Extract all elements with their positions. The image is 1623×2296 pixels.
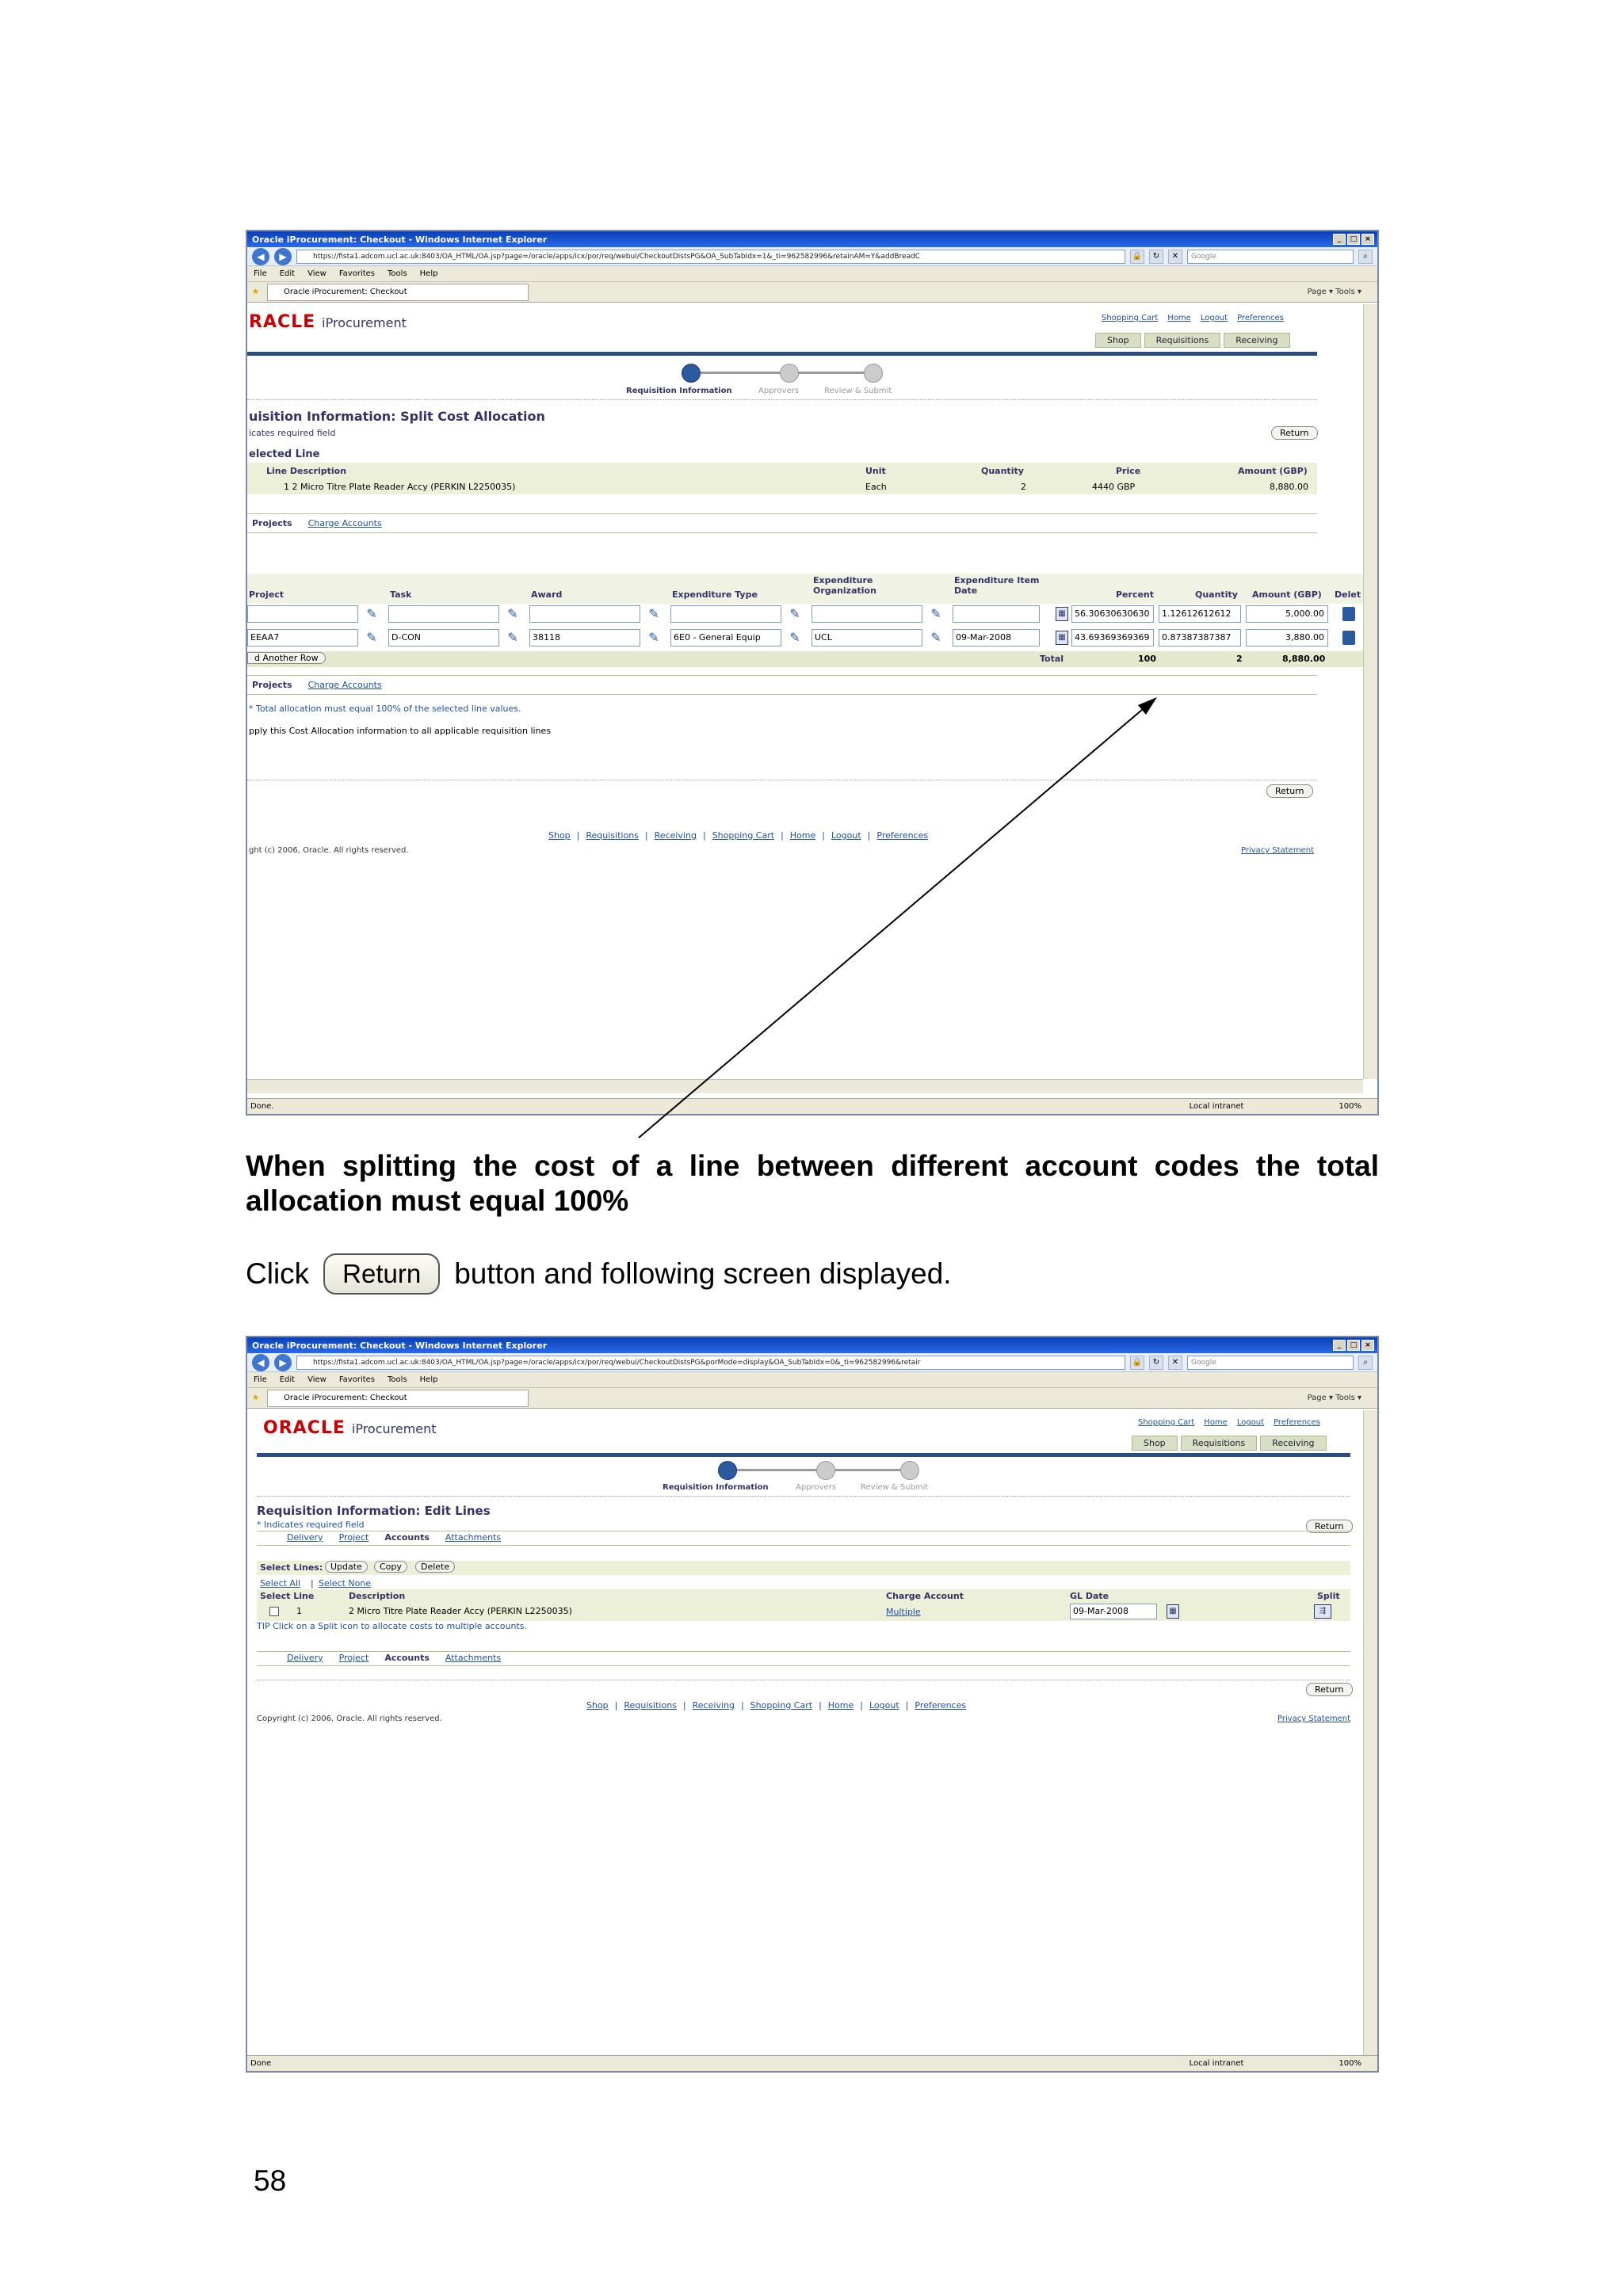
subtab-delivery[interactable]: Delivery [287,1532,323,1543]
subtab-accounts-bottom[interactable]: Accounts [384,1653,430,1663]
col-amount: Amount (GBP) [1238,466,1308,476]
row2-award-input[interactable]: 38118 [529,629,640,646]
global-tabs-2 [1132,1436,1327,1451]
row2-org-input[interactable]: UCL [812,629,922,646]
menu-bar-2 [247,1372,1377,1388]
lock-icon[interactable]: 🔒 [1130,250,1144,264]
return-button-image: Return [323,1253,440,1295]
row2-org-search-icon[interactable]: ✎ [930,630,941,645]
row2-project-search-icon[interactable]: ✎ [366,630,377,645]
search-icon[interactable]: ⌕ [1358,250,1373,264]
lines-table [257,1589,1350,1621]
train-label-2: Approvers [758,387,799,395]
tab-shop[interactable]: Shop [1095,333,1141,348]
subtab-projects[interactable]: Projects [252,518,292,528]
row-description: 2 Micro Titre Plate Reader Accy (PERKIN L2250035) [349,1606,572,1616]
back-icon-2[interactable]: ◀ [252,1354,269,1371]
link-logout-2[interactable]: Logout [1236,1418,1265,1427]
tab-shop-2[interactable]: Shop [1132,1436,1178,1451]
row2-exptype-search-icon[interactable]: ✎ [789,630,800,645]
footer-link-requisitions[interactable]: Requisitions [586,830,639,841]
col-expenditure-item-date: Expenditure Item Date [954,575,1040,596]
col-split: Split [1317,1591,1340,1601]
footer2-link-receiving[interactable]: Receiving [692,1700,735,1711]
total-label: Total [1040,654,1064,664]
copyright-2: Copyright (c) 2006, Oracle. All rights reserved. [257,1714,442,1723]
train-label-1-2: Requisition Information [663,1483,769,1492]
forward-icon[interactable]: ▶ [274,248,292,265]
browser-tab-2[interactable]: Oracle iProcurement: Checkout [267,1390,529,1407]
page-title-2: Requisition Information: Edit Lines [257,1504,491,1518]
row1-project-search-icon[interactable]: ✎ [366,606,377,621]
col-expenditure-type: Expenditure Type [672,589,758,600]
footer-link-home[interactable]: Home [789,830,816,841]
forward-icon-2[interactable]: ▶ [274,1354,292,1371]
vertical-scrollbar-2[interactable] [1363,1410,1377,2057]
row2-exptype-input[interactable]: 6E0 - General Equip [670,629,781,646]
train-label-2-2: Approvers [796,1483,836,1492]
col-charge-account: Charge Account [886,1591,964,1601]
footer-link-logout[interactable]: Logout [831,830,861,841]
tab-receiving[interactable]: Receiving [1224,333,1289,348]
stop-icon[interactable]: ✕ [1168,250,1182,264]
link-shopping-cart-2[interactable]: Shopping Cart [1138,1418,1195,1427]
header-rule-2 [257,1453,1350,1457]
row2-quantity-input[interactable]: 0.87387387387 [1159,629,1241,646]
star-icon-2[interactable]: ★ [252,1394,259,1402]
zoom-level-2[interactable]: 100% [1338,2059,1361,2068]
close-button-2[interactable]: × [1361,1340,1374,1351]
train-step-3-2 [900,1461,919,1480]
update-button[interactable]: Update [325,1561,368,1573]
window-title: Oracle iProcurement: Checkout - Windows Internet Explorer [252,234,548,245]
train-step-1-2 [718,1461,737,1480]
subtabs-bottom-2 [287,1653,501,1663]
subtab-rule-2c [257,1651,1350,1652]
tab-requisitions-2[interactable]: Requisitions [1181,1436,1258,1451]
col-expenditure-organization: Expenditure Organization [813,575,876,596]
copyright: ght (c) 2006, Oracle. All rights reserved. [249,846,409,855]
col-split-quantity: Quantity [1195,589,1238,600]
back-icon[interactable]: ◀ [252,248,269,265]
row1-quantity-input[interactable]: 1.12612612612 [1159,605,1241,623]
subtab-attachments[interactable]: Attachments [445,1532,502,1543]
footer2-link-shopping-cart[interactable]: Shopping Cart [750,1700,813,1711]
stop-icon-2[interactable]: ✕ [1168,1356,1182,1370]
window-titlebar-2 [247,1337,1377,1353]
train-label-1: Requisition Information [626,387,732,395]
screenshot-edit-lines [246,1336,1379,2073]
row2-date-input[interactable]: 09-Mar-2008 [953,629,1040,646]
col-unit: Unit [865,466,886,476]
zone-label: Local intranet [1189,1102,1244,1111]
subtabs-top-2 [287,1532,501,1543]
menu-file[interactable]: File [254,269,267,278]
refresh-icon-2[interactable]: ↻ [1149,1356,1163,1370]
row1-exptype-search-icon[interactable]: ✎ [789,606,800,621]
row2-percent-input[interactable]: 43.69369369369 [1071,629,1154,646]
col-quantity: Quantity [981,466,1024,476]
row1-award-search-icon[interactable]: ✎ [648,606,659,621]
tab-requisitions[interactable]: Requisitions [1144,333,1221,348]
menu-favorites[interactable]: Favorites [338,269,376,278]
row-gl-date-input[interactable]: 09-Mar-2008 [1070,1604,1157,1619]
footer2-link-shop[interactable]: Shop [586,1700,609,1711]
subtab-projects-bottom[interactable]: Projects [252,680,292,690]
maximize-button-2[interactable]: □ [1347,1340,1360,1351]
link-home-2[interactable]: Home [1204,1418,1228,1427]
footer2-link-preferences[interactable]: Preferences [915,1700,967,1711]
menu-edit[interactable]: Edit [279,269,296,278]
apply-note: pply this Cost Allocation information to all applicable requisition lines [249,726,552,736]
col-price: Price [1116,466,1141,476]
required-note-2: * Indicates required field [257,1520,365,1530]
menu-tools[interactable]: Tools [388,269,407,278]
col-line-description: Line Description [266,466,347,476]
row1-calendar-icon[interactable]: ▦ [1056,607,1068,621]
line-amount: 8,880.00 [1270,482,1308,492]
col-award: Award [531,589,563,600]
col-project: Project [249,589,285,600]
status-text-2: Done [250,2059,272,2068]
subtab-attachments-bottom[interactable]: Attachments [445,1653,502,1663]
row1-task-search-icon[interactable]: ✎ [507,606,518,621]
tip-text: TIP Click on a Split icon to allocate costs to multiple accounts. [257,1621,527,1631]
line-description: 1 2 Micro Titre Plate Reader Accy (PERKIN L2250035) [284,482,516,492]
address-bar-2 [247,1353,1377,1372]
col-split-amount: Amount (GBP) [1252,589,1322,600]
caption-text: When splitting the cost of a line between different account codes the total allocation must equal 100% [246,1150,1379,1217]
click-pre-text: Click [246,1257,310,1290]
subtab-charge-accounts-bottom[interactable]: Charge Accounts [307,680,382,690]
col-delete: Delet [1335,589,1361,600]
subtab-rule-2b [257,1545,1350,1546]
browser-tab[interactable]: Oracle iProcurement: Checkout [267,284,529,301]
col-select-line: Select Line [260,1591,315,1601]
zone-label-2: Local intranet [1189,2059,1244,2068]
line-price: 4440 GBP [1092,482,1136,492]
global-links-2 [1138,1418,1320,1427]
footer2-link-logout[interactable]: Logout [869,1700,899,1711]
row-checkbox[interactable] [269,1607,279,1616]
col-gl-date: GL Date [1070,1591,1109,1601]
minimize-button[interactable]: _ [1333,234,1346,245]
total-percent: 100 [1138,654,1156,664]
row2-amount-input[interactable]: 3,880.00 [1246,629,1328,646]
footer-link-shop[interactable]: Shop [548,830,571,841]
row1-amount-input[interactable]: 5,000.00 [1246,605,1328,623]
select-none-link[interactable]: Select None [319,1578,372,1589]
allocation-note: * Total allocation must equal 100% of the selected line values. [249,704,521,714]
required-note: icates required field [249,428,336,438]
subtab-charge-accounts[interactable]: Charge Accounts [307,518,382,528]
line-quantity: 2 [1021,482,1026,492]
menu-favorites-2[interactable]: Favorites [338,1375,376,1384]
select-all-link[interactable]: Select All [260,1578,301,1589]
menu-help[interactable]: Help [419,269,438,278]
link-preferences[interactable]: Preferences [1237,314,1284,322]
maximize-button[interactable]: □ [1347,234,1360,245]
col-percent: Percent [1116,589,1155,600]
delete-button[interactable]: Delete [415,1561,455,1573]
row1-org-search-icon[interactable]: ✎ [930,606,941,621]
footer-link-receiving[interactable]: Receiving [654,830,697,841]
subtab-accounts[interactable]: Accounts [384,1532,430,1543]
oracle-logo-2: ORACLE iProcurement [263,1418,437,1438]
favorites-bar-2 [247,1388,1377,1409]
row2-project-input[interactable]: EEAA7 [247,629,358,646]
select-separator: | [311,1578,314,1589]
footer-link-shopping-cart[interactable]: Shopping Cart [712,830,775,841]
footer2-link-home[interactable]: Home [827,1700,854,1711]
selected-line-heading: elected Line [249,448,320,460]
row-calendar-icon[interactable]: ▦ [1167,1604,1179,1619]
menu-view-2[interactable]: View [307,1375,327,1384]
row-line-number: 1 [296,1606,302,1616]
return-button-top[interactable]: Return [1271,426,1318,440]
page-title: uisition Information: Split Cost Allocation [249,409,545,424]
refresh-icon[interactable]: ↻ [1149,250,1163,264]
privacy-statement-link[interactable]: Privacy Statement [1241,846,1315,855]
col-task: Task [390,589,412,600]
split-icon[interactable]: ⇶ [1314,1604,1331,1619]
line-unit: Each [865,482,887,492]
return-button-bottom[interactable]: Return [1266,784,1313,798]
subtab-project[interactable]: Project [338,1532,369,1543]
add-another-row-button[interactable]: d Another Row [247,652,326,664]
row-charge-account-link[interactable]: Multiple [886,1607,921,1617]
menu-tools-2[interactable]: Tools [388,1375,407,1384]
subtab-delivery-bottom[interactable]: Delivery [287,1653,323,1663]
train-step-2-2 [816,1461,835,1480]
col-description: Description [349,1591,406,1601]
menu-view[interactable]: View [307,269,327,278]
row1-percent-input[interactable]: 56.30630630630 [1071,605,1154,623]
subtab-project-bottom[interactable]: Project [338,1653,369,1663]
url-field[interactable]: https://fista1.adcom.ucl.ac.uk:8403/OA_HTML/OA.jsp?page=/oracle/apps/icx/por/req/webui/CheckoutDistsPG&OA_SubTabIdx=1&_ti=962582996&retainAM=Y&addBreadC [296,250,1125,264]
page-content-2 [247,1410,1363,2057]
close-button[interactable]: × [1361,234,1374,245]
lock-icon-2[interactable]: 🔒 [1130,1356,1144,1370]
menu-help-2[interactable]: Help [419,1375,438,1384]
train-label-3: Review & Submit [824,387,892,395]
subtab-rule-2d [257,1665,1350,1666]
search-input[interactable]: Google [1187,250,1354,264]
divider-2 [257,1496,1350,1497]
link-logout[interactable]: Logout [1200,314,1228,322]
menu-file-2[interactable]: File [254,1375,267,1384]
menu-edit-2[interactable]: Edit [279,1375,296,1384]
status-bar-2 [247,2055,1377,2071]
row2-task-search-icon[interactable]: ✎ [507,630,518,645]
oracle-logo: RACLE iProcurement [249,312,407,332]
window-title-2: Oracle iProcurement: Checkout - Windows Internet Explorer [252,1340,548,1351]
row2-task-input[interactable]: D-CON [388,629,499,646]
row2-award-search-icon[interactable]: ✎ [648,630,659,645]
click-instruction [246,1253,952,1295]
row2-calendar-icon[interactable]: ▦ [1056,631,1068,645]
footer-link-preferences[interactable]: Preferences [876,830,929,841]
footer-links-2: Shop | Requisitions | Receiving | Shopping Cart | Home | Logout | Preferences [586,1700,967,1711]
star-icon[interactable]: ★ [252,288,259,296]
return-button-bottom-2[interactable]: Return [1306,1683,1353,1696]
footer2-link-requisitions[interactable]: Requisitions [624,1700,677,1711]
search-input-2[interactable]: Google [1187,1356,1354,1370]
page-number: 58 [254,2164,287,2197]
url-field-2[interactable]: https://fista1.adcom.ucl.ac.uk:8403/OA_HTML/OA.jsp?page=/oracle/apps/icx/por/req/webui/CheckoutDistsPG&porMode=display&OA_SubTabIdx=0&_ti=962582996&retair [296,1356,1125,1370]
page-tools-menu[interactable]: Page ▾ Tools ▾ [1307,288,1361,296]
total-quantity: 2 [1236,654,1243,664]
select-lines-label: Select Lines: [260,1562,323,1573]
train-label-3-2: Review & Submit [861,1483,929,1492]
return-button-top-2[interactable]: Return [1306,1520,1353,1533]
copy-button[interactable]: Copy [374,1561,407,1573]
footer-links: Shop | Requisitions | Receiving | Shopping Cart | Home | Logout | Preferences [548,830,929,841]
privacy-statement-link-2[interactable]: Privacy Statement [1277,1714,1351,1723]
tab-receiving-2[interactable]: Receiving [1260,1436,1326,1451]
search-icon-2[interactable]: ⌕ [1358,1356,1373,1370]
minimize-button-2[interactable]: _ [1333,1340,1346,1351]
status-text: Done. [250,1102,274,1111]
link-shopping-cart[interactable]: Shopping Cart [1102,314,1159,322]
click-post-text: button and following screen displayed. [454,1257,952,1290]
page-tools-menu-2[interactable]: Page ▾ Tools ▾ [1307,1394,1361,1402]
total-amount: 8,880.00 [1282,654,1326,664]
link-preferences-2[interactable]: Preferences [1274,1418,1320,1427]
link-home[interactable]: Home [1167,314,1191,322]
zoom-level[interactable]: 100% [1338,1102,1361,1111]
